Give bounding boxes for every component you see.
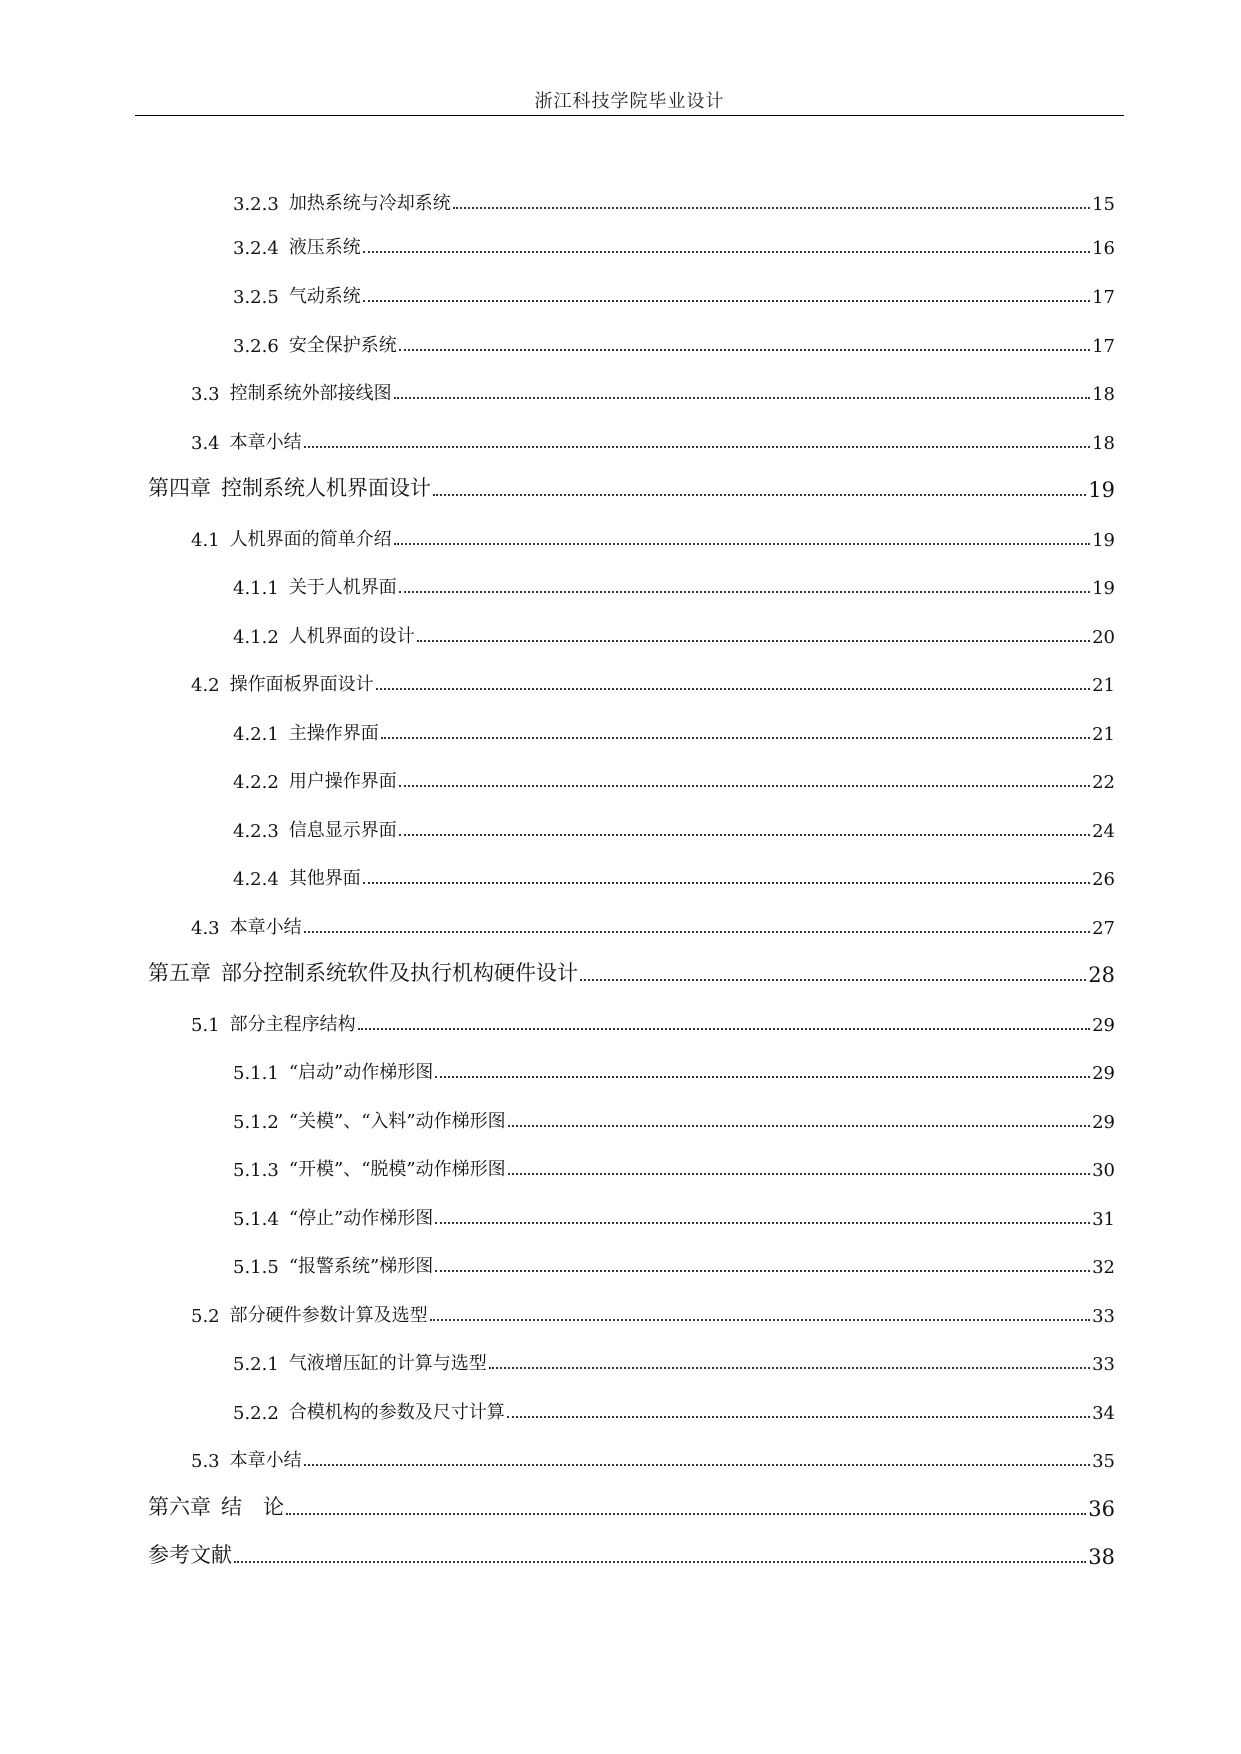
toc-number: 第六章 bbox=[148, 1495, 211, 1519]
toc-leader bbox=[417, 640, 1090, 642]
toc-number: 4.1.1 bbox=[233, 578, 279, 599]
toc-leader bbox=[286, 1513, 1086, 1515]
toc-title: 部分主程序结构 bbox=[229, 1014, 356, 1035]
toc-title: “开模”、“脱模”动作梯形图 bbox=[288, 1159, 506, 1180]
toc-entry[interactable] bbox=[233, 325, 1115, 357]
toc-number: 第五章 bbox=[148, 961, 211, 985]
toc-entry[interactable] bbox=[148, 1537, 1115, 1569]
toc-number: 3.2.5 bbox=[233, 287, 279, 308]
toc-title: 安全保护系统 bbox=[288, 335, 397, 356]
toc-number: 4.2.4 bbox=[233, 869, 279, 890]
toc-entry[interactable] bbox=[233, 1101, 1115, 1133]
toc-leader bbox=[435, 1076, 1090, 1078]
toc-leader bbox=[399, 785, 1090, 787]
toc-entry[interactable] bbox=[233, 1392, 1115, 1424]
toc-title: 本章小结 bbox=[229, 432, 302, 453]
toc-entry[interactable] bbox=[191, 907, 1115, 939]
toc-number: 3.3 bbox=[191, 384, 220, 405]
toc-page-number: 18 bbox=[1092, 433, 1115, 454]
toc-number: 4.1 bbox=[191, 530, 220, 551]
toc-number: 5.1 bbox=[191, 1015, 220, 1036]
toc-title: 参考文献 bbox=[148, 1543, 232, 1567]
toc-entry[interactable] bbox=[233, 858, 1115, 890]
toc-page-number: 20 bbox=[1092, 627, 1115, 648]
toc-number: 5.1.2 bbox=[233, 1112, 279, 1133]
toc-number: 4.2.3 bbox=[233, 821, 279, 842]
toc-page-number: 29 bbox=[1092, 1015, 1115, 1036]
toc-title: 控制系统人机界面设计 bbox=[221, 476, 431, 500]
toc-title: 本章小结 bbox=[229, 1450, 302, 1471]
toc-leader bbox=[399, 349, 1090, 351]
toc-page-number: 28 bbox=[1088, 963, 1115, 987]
toc-leader bbox=[363, 882, 1090, 884]
toc-number: 4.3 bbox=[191, 918, 220, 939]
toc-entry[interactable] bbox=[233, 1198, 1115, 1230]
toc-page-number: 19 bbox=[1092, 530, 1115, 551]
toc-number: 第四章 bbox=[148, 476, 211, 500]
toc-page-number: 27 bbox=[1092, 918, 1115, 939]
toc-page-number: 32 bbox=[1092, 1257, 1115, 1278]
toc-leader bbox=[508, 1125, 1090, 1127]
toc-page-number: 19 bbox=[1088, 478, 1115, 502]
toc-page-number: 29 bbox=[1092, 1112, 1115, 1133]
toc-number: 5.2.1 bbox=[233, 1354, 279, 1375]
toc-title: 本章小结 bbox=[229, 917, 302, 938]
toc-title: 关于人机界面 bbox=[288, 577, 397, 598]
toc-title: 部分硬件参数计算及选型 bbox=[229, 1305, 428, 1326]
toc-title: 人机界面的设计 bbox=[288, 626, 415, 647]
toc-leader bbox=[430, 1319, 1090, 1321]
toc-page-number: 22 bbox=[1092, 772, 1115, 793]
toc-entry[interactable] bbox=[191, 519, 1115, 551]
toc-number: 5.2 bbox=[191, 1306, 220, 1327]
toc-leader bbox=[304, 931, 1090, 933]
toc-title: “关模”、“入料”动作梯形图 bbox=[288, 1111, 506, 1132]
toc-leader bbox=[394, 543, 1090, 545]
toc-title: 人机界面的简单介绍 bbox=[229, 529, 392, 550]
toc-page-number: 17 bbox=[1092, 336, 1115, 357]
toc-title: 主操作界面 bbox=[288, 723, 379, 744]
toc-leader bbox=[381, 737, 1090, 739]
toc-number: 3.2.4 bbox=[233, 238, 279, 259]
toc-page-number: 16 bbox=[1092, 238, 1115, 259]
toc-page-number: 21 bbox=[1092, 675, 1115, 696]
toc-leader bbox=[304, 1464, 1090, 1466]
toc-entry[interactable] bbox=[148, 955, 1115, 987]
toc-entry[interactable] bbox=[191, 422, 1115, 454]
toc-entry[interactable] bbox=[148, 470, 1115, 502]
toc-leader bbox=[489, 1367, 1090, 1369]
toc-entry[interactable] bbox=[233, 616, 1115, 648]
toc-page-number: 19 bbox=[1092, 578, 1115, 599]
toc-page-number: 29 bbox=[1092, 1063, 1115, 1084]
toc-leader bbox=[508, 1173, 1090, 1175]
toc-page-number: 24 bbox=[1092, 821, 1115, 842]
toc-number: 3.2.6 bbox=[233, 336, 279, 357]
toc-number: 3.4 bbox=[191, 433, 220, 454]
toc-page-number: 34 bbox=[1092, 1403, 1115, 1424]
toc-entry[interactable] bbox=[233, 567, 1115, 599]
toc-title: 结 论 bbox=[221, 1495, 284, 1519]
toc-leader bbox=[363, 251, 1090, 253]
toc-entry[interactable] bbox=[233, 1149, 1115, 1181]
toc-title: 其他界面 bbox=[288, 868, 361, 889]
toc-leader bbox=[304, 446, 1090, 448]
toc-title: 加热系统与冷却系统 bbox=[288, 193, 451, 214]
toc-title: 用户操作界面 bbox=[288, 771, 397, 792]
toc-number: 4.2.1 bbox=[233, 724, 279, 745]
toc-entry[interactable] bbox=[191, 373, 1115, 405]
toc-page-number: 33 bbox=[1092, 1306, 1115, 1327]
toc-entry[interactable] bbox=[233, 183, 1115, 215]
toc-page-number: 26 bbox=[1092, 869, 1115, 890]
toc-entry[interactable] bbox=[233, 761, 1115, 793]
toc-leader bbox=[507, 1416, 1090, 1418]
toc-page-number: 38 bbox=[1088, 1545, 1115, 1569]
toc-entry[interactable] bbox=[191, 1004, 1115, 1036]
toc-entry[interactable] bbox=[233, 810, 1115, 842]
toc-title: 合模机构的参数及尺寸计算 bbox=[288, 1402, 505, 1423]
toc-entry[interactable] bbox=[233, 1052, 1115, 1084]
toc-page-number: 30 bbox=[1092, 1160, 1115, 1181]
toc-title: 控制系统外部接线图 bbox=[229, 383, 392, 404]
toc-leader bbox=[234, 1561, 1086, 1563]
toc-leader bbox=[453, 207, 1090, 209]
toc-title: “停止”动作梯形图 bbox=[288, 1208, 434, 1229]
toc-leader bbox=[399, 591, 1090, 593]
toc-page-number: 18 bbox=[1092, 384, 1115, 405]
toc-page-number: 35 bbox=[1092, 1451, 1115, 1472]
toc-leader bbox=[358, 1028, 1090, 1030]
toc-page-number: 33 bbox=[1092, 1354, 1115, 1375]
toc-page-number: 21 bbox=[1092, 724, 1115, 745]
toc-leader bbox=[435, 1222, 1090, 1224]
toc-entry[interactable] bbox=[233, 1343, 1115, 1375]
toc-number: 3.2.3 bbox=[233, 194, 279, 215]
toc-title: 气液增压缸的计算与选型 bbox=[288, 1353, 487, 1374]
toc-title: 信息显示界面 bbox=[288, 820, 397, 841]
toc-leader bbox=[394, 397, 1090, 399]
toc-leader bbox=[433, 494, 1086, 496]
toc-entry[interactable] bbox=[233, 227, 1115, 259]
toc-entry[interactable] bbox=[191, 1295, 1115, 1327]
toc-entry[interactable] bbox=[233, 276, 1115, 308]
toc-leader bbox=[376, 688, 1090, 690]
running-header: 浙江科技学院毕业设计 bbox=[534, 91, 725, 112]
toc-leader bbox=[399, 834, 1090, 836]
toc-number: 4.2 bbox=[191, 675, 220, 696]
toc-page-number: 17 bbox=[1092, 287, 1115, 308]
toc-entry[interactable] bbox=[191, 664, 1115, 696]
toc-leader bbox=[580, 979, 1086, 981]
toc-entry[interactable] bbox=[148, 1489, 1115, 1521]
toc-title: “报警系统”梯形图 bbox=[288, 1256, 434, 1277]
toc-page-number: 36 bbox=[1088, 1497, 1115, 1521]
toc-title: 气动系统 bbox=[288, 286, 361, 307]
toc-title: 操作面板界面设计 bbox=[229, 674, 374, 695]
toc-entry[interactable] bbox=[191, 1440, 1115, 1472]
toc-number: 5.3 bbox=[191, 1451, 220, 1472]
toc-entry[interactable] bbox=[233, 713, 1115, 745]
toc-leader bbox=[435, 1270, 1090, 1272]
toc-number: 5.1.5 bbox=[233, 1257, 279, 1278]
toc-leader bbox=[363, 300, 1090, 302]
toc-page-number: 15 bbox=[1092, 194, 1115, 215]
toc-number: 5.2.2 bbox=[233, 1403, 279, 1424]
toc-number: 5.1.4 bbox=[233, 1209, 279, 1230]
toc-title: “启动”动作梯形图 bbox=[288, 1062, 434, 1083]
toc-number: 5.1.3 bbox=[233, 1160, 279, 1181]
toc-number: 4.1.2 bbox=[233, 627, 279, 648]
toc-title: 液压系统 bbox=[288, 237, 361, 258]
toc-number: 4.2.2 bbox=[233, 772, 279, 793]
toc-page-number: 31 bbox=[1092, 1209, 1115, 1230]
toc-number: 5.1.1 bbox=[233, 1063, 279, 1084]
toc-title: 部分控制系统软件及执行机构硬件设计 bbox=[221, 961, 578, 985]
toc-entry[interactable] bbox=[233, 1246, 1115, 1278]
